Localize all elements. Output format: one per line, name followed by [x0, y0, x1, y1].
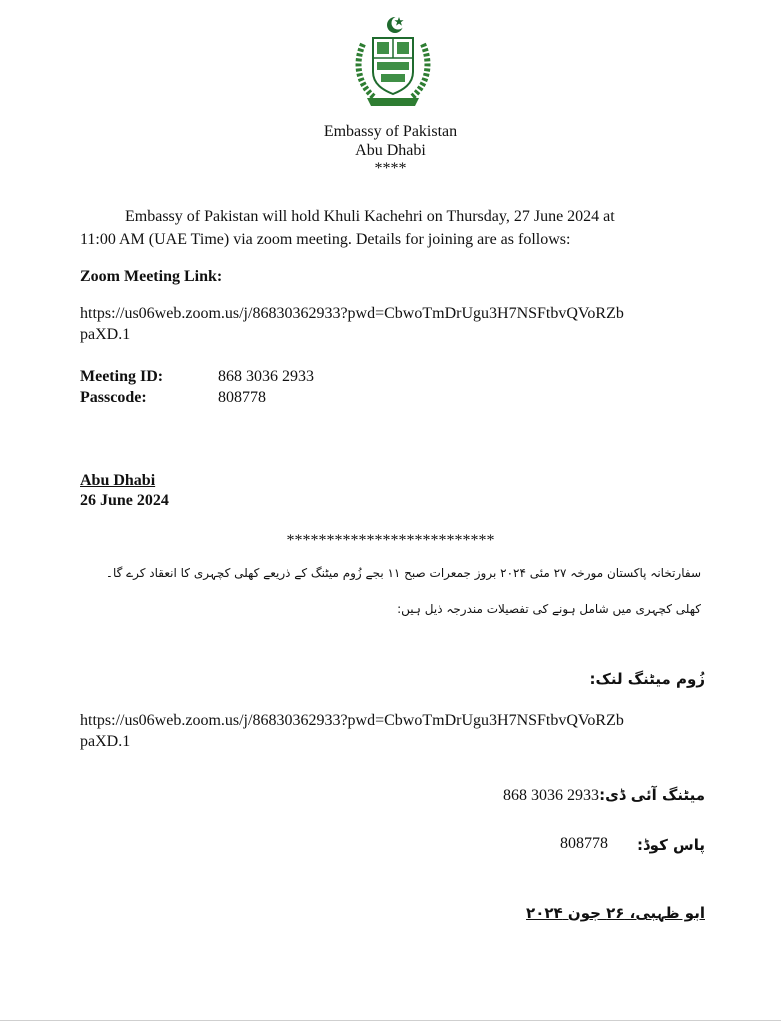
page-bottom-edge [0, 1020, 781, 1021]
urdu-passcode-label: پاس کوڈ: [637, 836, 705, 854]
urdu-place-date: ابو ظہبی، ۲۶ جون ۲۰۲۴ [526, 904, 705, 922]
zoom-link-line-2[interactable]: paXD.1 [80, 326, 131, 343]
header-divider: **** [374, 160, 407, 177]
urdu-link-heading: زُوم میٹنگ لنک: [589, 670, 705, 688]
urdu-zoom-link-line-2[interactable]: paXD.1 [80, 733, 131, 750]
zoom-link-line-1[interactable]: https://us06web.zoom.us/j/86830362933?pwd=CbwoTmDrUgu3H7NSFtbvQVoRZb [80, 305, 624, 322]
date-english: 26 June 2024 [80, 492, 169, 509]
meeting-id-value: 868 3036 2933 [218, 368, 314, 385]
intro-line-2: 11:00 AM (UAE Time) via zoom meeting. Details for joining are as follows: [80, 231, 571, 248]
passcode-label: Passcode: [80, 389, 147, 406]
urdu-intro-line-1: سفارتخانہ پاکستان مورخہ ۲۷ مئی ۲۰۲۴ بروز جمعرات صبح ۱۱ بجے زُوم میٹنگ کے ذریعے کھلی کچہری کا انعقاد کرے گا۔ [105, 566, 701, 580]
urdu-zoom-link-line-1[interactable]: https://us06web.zoom.us/j/86830362933?pwd=CbwoTmDrUgu3H7NSFtbvQVoRZb [80, 712, 624, 729]
passcode-value: 808778 [218, 389, 266, 406]
section-separator: ************************** [286, 532, 495, 549]
pakistan-emblem-icon [349, 14, 437, 110]
urdu-meeting-id-value: 868 3036 2933 [503, 787, 599, 804]
urdu-meeting-id-label: میٹنگ آئی ڈی: [599, 786, 705, 804]
zoom-link-heading: Zoom Meeting Link: [80, 268, 223, 285]
meeting-id-label: Meeting ID: [80, 368, 164, 385]
intro-line-1: Embassy of Pakistan will hold Khuli Kachehri on Thursday, 27 June 2024 at [125, 208, 615, 225]
org-city: Abu Dhabi [355, 142, 426, 159]
place-english: Abu Dhabi [80, 472, 156, 489]
passcode-row [80, 387, 266, 409]
urdu-passcode-value: 808778 [560, 835, 608, 852]
meeting-id-row [80, 366, 314, 388]
urdu-intro-line-2: کھلی کچہری میں شامل ہونے کی تفصیلات مندرجہ ذیل ہیں: [397, 602, 701, 616]
org-name: Embassy of Pakistan [323, 123, 458, 140]
